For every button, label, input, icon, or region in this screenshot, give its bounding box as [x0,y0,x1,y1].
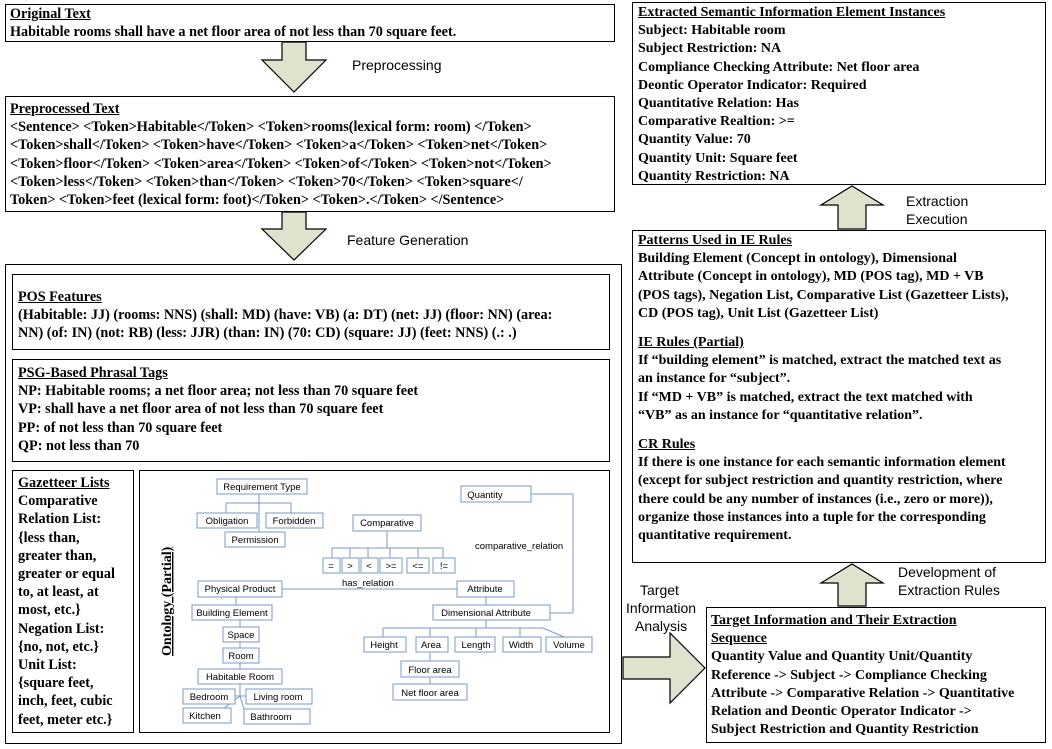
preprocessing-label: Preprocessing [352,57,442,73]
ie-rules-line: If “building element” is matched, extract the matched text as [638,353,1002,369]
pos-title: POS Features [18,289,102,305]
gazetteer-line: Comparative [18,493,98,510]
svg-text:Floor area: Floor area [408,665,452,676]
extracted-instances-box [632,2,1046,185]
node-bathroom [244,709,310,724]
node-floor-area [401,661,459,677]
extracted-line: Compliance Checking Attribute: Net floor area [638,59,920,75]
preprocessed-title: Preprocessed Text [10,101,120,117]
original-text-box [5,4,615,42]
svg-text:Permission: Permission [231,535,279,546]
preprocessed-line: <Sentence> <Token>Habitable</Token> <Token>rooms(lexical form: room) </Token> [10,119,532,136]
gazetteer-title: Gazetteer Lists [18,475,110,491]
original-text-title: Original Text [10,6,91,22]
svg-text:Bedroom: Bedroom [189,692,229,703]
patterns-title: Patterns Used in IE Rules [638,233,793,248]
svg-text:Attribute: Attribute [467,584,503,595]
target-analysis-arrow [622,630,708,706]
node-lt [361,558,378,573]
svg-text:Volume: Volume [553,640,585,651]
cr-rules-line: (except for subject restriction and quantity restriction, where [638,473,1003,489]
preprocessed-line: <Token>shall</Token> <Token>have</Token> <Token>a</Token> <Token>net</Token> [10,137,548,154]
extracted-line: Quantity Value: 70 [638,132,751,148]
rules-box [632,230,1046,563]
preprocessed-text-box [5,96,615,212]
svg-text:>: > [347,561,353,572]
extraction-execution-label-2: Execution [906,211,968,227]
extraction-execution-label-1: Extraction [906,193,969,209]
svg-text:Length: Length [461,640,491,651]
node-comparative [353,515,421,531]
extracted-line: Comparative Realtion: >= [638,114,795,130]
svg-text:Room: Room [228,651,254,662]
target-line: Subject Restriction and Quantity Restriction [711,722,979,738]
extracted-line: Quantitative Relation: Has [638,96,799,112]
ontology-side-label: Ontology (Partial) [160,546,175,656]
node-quantity [461,486,531,502]
psg-line: QP: not less than 70 [18,437,140,454]
extraction-execution-arrow [818,185,888,231]
target-information-box [706,607,1046,743]
node-building-element [192,605,272,620]
feature-generation-label: Feature Generation [347,232,469,248]
svg-text:!=: != [439,561,449,572]
node-attribute [457,581,514,597]
original-text-body: Habitable rooms shall have a net floor area of not less than 70 square feet. [10,24,457,41]
comparative-relation-label: comparative_relation [475,541,564,552]
node-habitable-room [198,669,282,684]
target-line: Quantity Value and Quantity Unit/Quantity [711,649,973,665]
patterns-line: (POS tags), Negation List, Comparative List (Gazetteer Lists), [638,287,1009,303]
svg-text:Net floor area: Net floor area [401,688,459,699]
pos-line: (Habitable: JJ) (rooms: NNS) (shall: MD) (have: VB) (a: DT) (net: JJ) (floor: NN) (area: [18,307,553,324]
gazetteer-line: Unit List: [18,657,77,674]
patterns-line: Building Element (Concept in ontology), Dimensional [638,251,957,267]
target-analysis-label-1: Target [640,582,679,598]
node-ge [380,558,402,573]
node-net-floor-area [393,684,467,700]
node-width [503,637,541,652]
cr-rules-line: quantitative requirement. [638,528,792,544]
node-obligation [197,513,257,528]
gazetteer-line: {less than, [18,529,80,546]
extracted-line: Quantity Restriction: NA [638,168,790,184]
psg-tags-box [12,359,610,462]
psg-line: VP: shall have a net floor area of not less than 70 square feet [18,401,384,418]
gazetteer-line: greater than, [18,547,97,564]
preprocessed-line: <Token>floor</Token> <Token>area</Token> <Token>of</Token> <Token>not</Token> [10,155,552,172]
target-line: Attribute -> Comparative Relation -> Quantitative [711,685,1015,701]
pos-features-box [12,274,610,350]
node-volume [546,637,592,652]
node-dimensional-attribute [433,605,550,620]
target-title-2: Sequence [711,631,767,647]
svg-text:Bathroom: Bathroom [250,712,292,723]
development-label-1: Development of [898,564,997,580]
svg-text:Width: Width [508,640,534,651]
node-space [223,627,259,642]
gazetteer-line: to, at least, at [18,584,99,601]
psg-line: PP: of not less than 70 square feet [18,419,223,436]
patterns-line: Attribute (Concept in ontology), MD (POS tag), MD + VB [638,269,984,285]
svg-text:Obligation: Obligation [205,516,249,527]
node-permission [225,532,285,547]
preprocessed-line: <Token>less</Token> <Token>than</Token> <Token>70</Token> <Token>square</ [10,173,523,190]
svg-text:Building Element: Building Element [196,608,268,619]
node-area [416,637,448,652]
gazetteer-line: inch, feet, cubic [18,693,113,710]
development-arrow [818,563,888,608]
svg-text:Habitable Room: Habitable Room [205,672,275,683]
node-requirement-type [217,479,307,494]
target-analysis-label-3: Analysis [635,618,688,634]
target-title-1: Target Information and Their Extraction [711,613,957,628]
extracted-line: Deontic Operator Indicator: Required [638,77,867,93]
cr-rules-line: organize those instances into a tuple for the corresponding [638,509,986,525]
psg-line: NP: Habitable rooms; a net floor area; not less than 70 square feet [18,383,419,400]
svg-text:Physical Product: Physical Product [204,584,276,595]
cr-rules-line: If there is one instance for each semantic information element [638,455,1006,471]
svg-text:Quantity: Quantity [467,490,503,501]
node-bedroom [183,689,235,704]
feature-generation-arrow [258,212,338,262]
node-le [407,558,429,573]
gazetteer-line: Relation List: [18,511,102,528]
svg-text:Dimensional Attribute: Dimensional Attribute [441,608,531,619]
svg-text:Height: Height [370,640,398,651]
node-length [455,637,495,652]
node-gt [342,558,359,573]
gazetteer-box [12,470,134,733]
ie-rules-line: “VB” as an instance for “quantitative relation”. [638,407,923,423]
target-line: Reference -> Subject -> Compliance Checking [711,667,987,683]
ie-rules-line: If “MD + VB” is matched, extract the text matched with [638,389,973,405]
svg-text:Space: Space [227,630,255,641]
development-label-2: Extraction Rules [898,582,1000,598]
svg-text:Living room: Living room [253,692,303,703]
extracted-line: Quantity Unit: Square feet [638,150,798,166]
gazetteer-line: Negation List: [18,620,105,637]
cr-rules-line: there could be any number of instances (i.e., zero or more)), [638,491,993,507]
node-room [223,648,259,663]
svg-text:Requirement Type: Requirement Type [223,482,301,493]
node-forbidden [266,513,323,528]
node-living-room [246,689,312,704]
target-analysis-label-2: Information [626,600,697,616]
svg-text:Area: Area [420,640,442,651]
gazetteer-line: feet, meter etc.} [18,711,113,728]
node-physical-product [198,581,282,597]
ie-rules-title: IE Rules (Partial) [638,335,744,351]
node-height [364,637,406,652]
svg-text:Kitchen: Kitchen [189,711,221,722]
preprocessed-line: Token> <Token>feet (lexical form: foot)</Token> <Token>.</Token> </Sentence> [10,192,505,209]
ontology-diagram [139,470,610,733]
gazetteer-line: greater or equal [18,566,115,583]
psg-title: PSG-Based Phrasal Tags [18,365,168,381]
has-relation-label: has_relation [342,578,394,589]
svg-text:>=: >= [385,561,397,572]
svg-text:<=: <= [412,561,424,572]
svg-text:Comparative: Comparative [360,518,414,529]
patterns-line: CD (POS tag), Unit List (Gazetteer List) [638,305,879,321]
gazetteer-line: most, etc.} [18,602,81,619]
node-eq [323,558,340,573]
svg-text:=: = [328,561,334,572]
svg-text:<: < [366,561,372,572]
gazetteer-line: {no, not, etc.} [18,638,99,655]
svg-text:Forbidden: Forbidden [272,516,316,527]
gazetteer-line: {square feet, [18,675,94,692]
preprocessing-arrow [258,42,338,94]
node-ne [433,558,455,573]
cr-rules-title: CR Rules [638,437,696,453]
target-line: Relation and Deontic Operator Indicator -> [711,704,972,720]
ie-rules-line: an instance for “subject”. [638,371,791,387]
pos-line: NN) (of: IN) (not: RB) (less: JJR) (than: IN) (70: CD) (square: JJ) (feet: NNS) (.: .) [18,325,517,342]
extracted-line: Subject Restriction: NA [638,41,782,57]
node-kitchen [183,708,231,723]
extracted-title: Extracted Semantic Information Element Instances [638,5,946,20]
extracted-line: Subject: Habitable room [638,23,786,39]
